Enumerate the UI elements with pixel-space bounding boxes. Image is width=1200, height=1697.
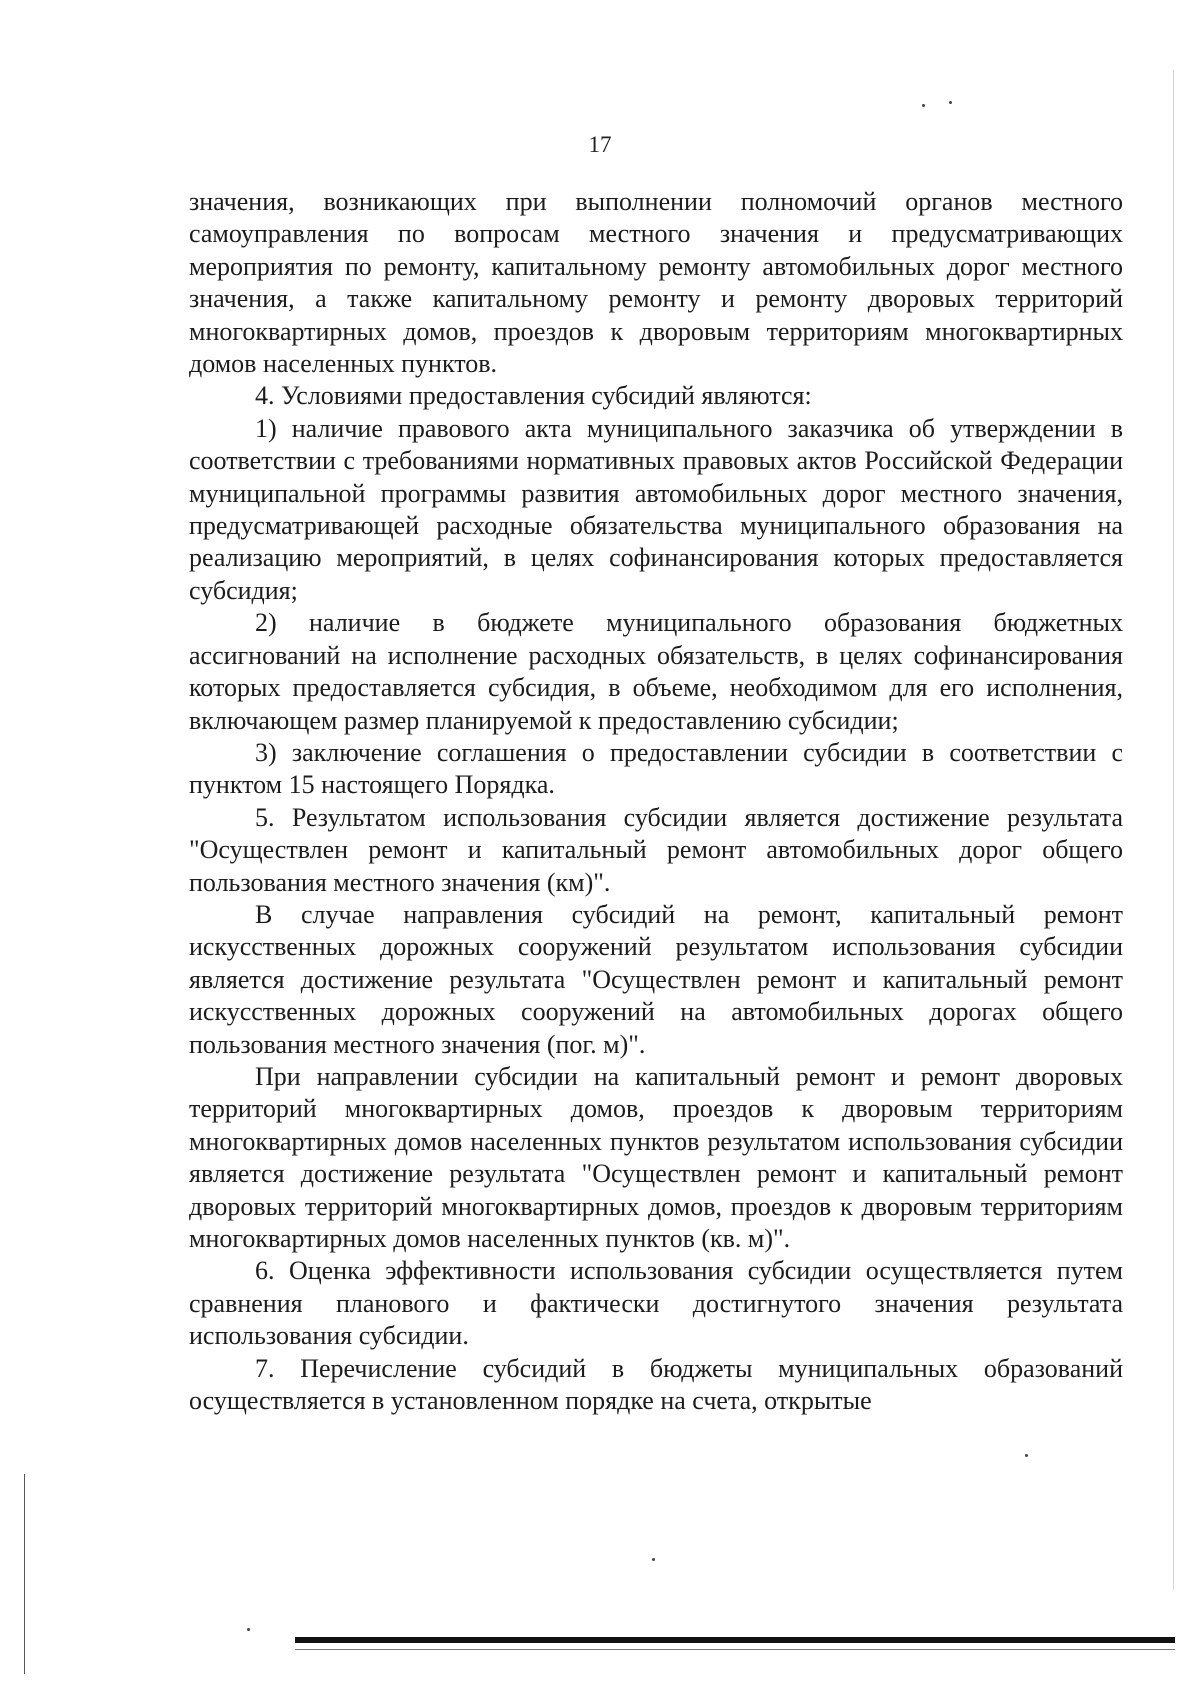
scan-speck [949, 101, 952, 104]
document-body [189, 186, 1123, 1417]
paragraph-continuation: значения, возникающих при выполнении полномочий органов местного самоуправления по вопросам местного значения и предусматривающих мероприятия по ремонту, капитальному ремонту автомобильных дорог местного значения, а также капитальному ремонту и ремонту дворовых территорий многоквартирных домов, проездов к дворовым территориям многоквартирных домов населенных пунктов. [189, 187, 1123, 379]
scan-bottom-line [295, 1649, 1175, 1650]
paragraph-5: 5. Результатом использования субсидии является достижение результата "Осуществлен ремонт и капитальный ремонт автомобильных дорог общего пользования местного значения (км)". [189, 802, 1123, 897]
paragraph-4-heading: 4. Условиями предоставления субсидий являются: [255, 381, 812, 411]
paragraph-6: 6. Оценка эффективности использования субсидии осуществляется путем сравнения планового и фактически достигнутого значения результата использования субсидии. [189, 1256, 1123, 1351]
scan-speck [922, 104, 925, 107]
scan-speck [247, 1628, 250, 1631]
scan-edge-left [24, 1474, 25, 1674]
paragraph-4-item-2: 2) наличие в бюджете муниципального образования бюджетных ассигнований на исполнение расходных обязательств, в целях софинансирования которых предоставляется субсидия, в объеме, необходимом для его исполнения, включающем размер планируемой к предоставлению субсидии; [189, 608, 1123, 735]
page-number: 17 [588, 132, 612, 157]
paragraph-5-structures: В случае направления субсидий на ремонт, капитальный ремонт искусственных дорожных сооружений результатом использования субсидии является достижение результата "Осуществлен ремонт и капитальный ремонт искусственных дорожных сооружений на автомобильных дорогах общего пользования местного значения (пог. м)". [189, 899, 1123, 1059]
paragraph-7: 7. Перечисление субсидий в бюджеты муниципальных образований осуществляется в установленном порядке на счета, открытые [189, 1353, 1123, 1416]
paragraph-4-item-1: 1) наличие правового акта муниципального заказчика об утверждении в соответствии с требованиями нормативных правовых актов Российской Федерации муниципальной программы развития автомобильных дорог местного значения, предусматривающей расходные обязательства муниципального образования на реализацию мероприятий, в целях софинансирования которых предоставляется субсидия; [189, 413, 1123, 605]
scan-speck [652, 1558, 655, 1561]
scan-speck [1025, 1454, 1028, 1457]
scan-bottom-bar [295, 1637, 1175, 1643]
paragraph-4-item-3: 3) заключение соглашения о предоставлении субсидии в соответствии с пунктом 15 настоящего Порядка. [189, 737, 1123, 800]
paragraph-5-courtyards: При направлении субсидии на капитальный ремонт и ремонт дворовых территорий многоквартирных домов, проездов к дворовым территориям многоквартирных домов населенных пунктов результатом использования субсидии является достижение результата "Осуществлен ремонт и капитальный ремонт дворовых территорий многоквартирных домов, проездов к дворовым территориям многоквартирных домов населенных пунктов (кв. м)". [189, 1061, 1123, 1253]
scan-edge-right [1173, 70, 1174, 1590]
